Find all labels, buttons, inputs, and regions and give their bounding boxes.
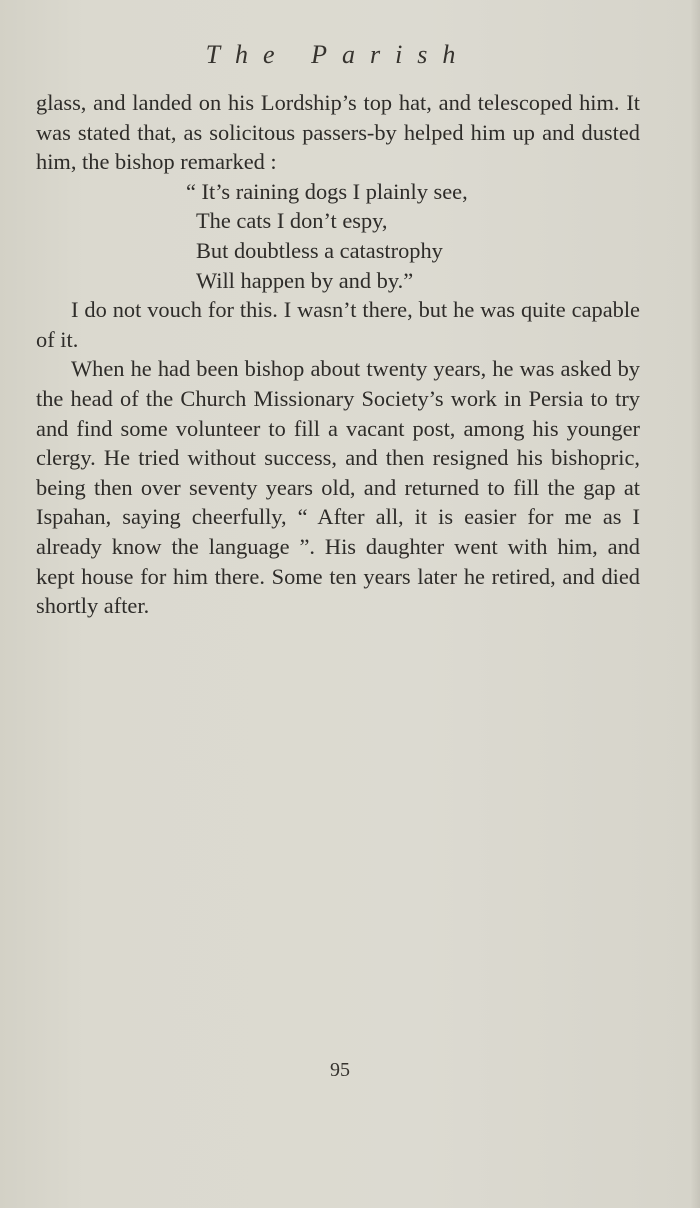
paragraph-3: When he had been bishop about twenty years, he was asked by the head of the Church Missionary Society’s work in Persia to try and find some volunteer to fill a vacant post, among his younger clergy. He tried without success, and then resigned his bishopric, being then over seventy years old, and returned to fill the gap at Ispahan, saying cheerfully, “ After all, it is easier for me as I already know the language ”. His daughter went with him, and kept house for him there. Some ten years later he retired, and died shortly after. [36,356,640,619]
paragraph-2: I do not vouch for this. I wasn’t there, but he was quite capable of it. [36,297,640,352]
paragraph-1: glass, and landed on his Lordship’s top hat, and telescoped him. It was stated that, as solicitous passers-by helped him up and dusted him, the bishop remarked : [36,90,640,175]
running-head: The Parish [205,40,471,69]
verse-line-3: But doubtless a catastrophy [196,237,443,263]
body-text [36,88,640,621]
page-number: 95 [330,1059,350,1081]
verse-line-1: “ It’s raining dogs I plainly see, [186,178,468,204]
verse-line-2: The cats I don’t espy, [196,208,388,234]
verse-line-4: Will happen by and by.” [196,267,414,293]
verse [186,177,640,295]
page-edge-shadow [690,0,700,1208]
